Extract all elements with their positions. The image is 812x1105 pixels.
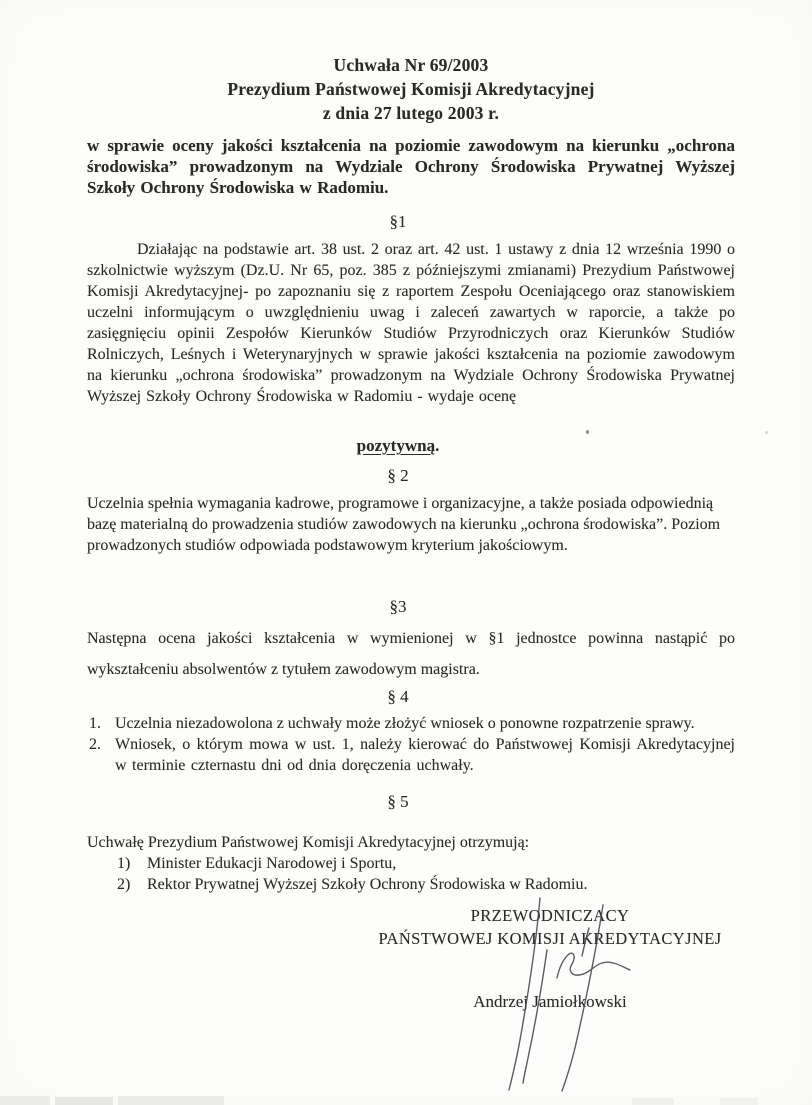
section-4-list	[87, 713, 735, 776]
resolution-date: z dnia 27 lutego 2003 r.	[322, 103, 500, 123]
section-3-heading: §3	[389, 597, 407, 616]
verdict-period: .	[435, 436, 440, 455]
scan-speck-artifact	[586, 430, 589, 434]
section-5-intro: Uchwałę Prezydium Państwowej Komisji Akredytacyjnej otrzymują:	[87, 834, 530, 851]
scan-edge-artifact	[118, 1096, 224, 1105]
scan-edge-artifact	[632, 1098, 674, 1105]
scan-speck-artifact	[765, 431, 768, 434]
section-5-list	[87, 853, 735, 895]
verdict-line	[87, 435, 709, 456]
scan-edge-artifact	[55, 1097, 113, 1105]
list-item-text: Minister Edukacji Narodowej i Sportu,	[147, 855, 397, 872]
list-item	[87, 734, 735, 776]
list-item-text: Wniosek, o którym mowa w ust. 1, należy kierować do Państwowej Komisji Akredytacyjnej w terminie czternastu dni od dnia doręczenia uchwały.	[115, 736, 735, 774]
list-item-marker: 2)	[117, 876, 131, 893]
section-4-heading: § 4	[387, 687, 409, 706]
section-1-heading: §1	[389, 212, 407, 231]
signature-block	[360, 904, 740, 1012]
list-item-marker: 1)	[117, 855, 131, 872]
list-item	[87, 853, 735, 874]
signatory-name: Andrzej Jamiołkowski	[473, 992, 627, 1011]
resolution-number: Uchwała Nr 69/2003	[333, 55, 489, 75]
scan-edge-artifact	[0, 1096, 50, 1105]
signatory-role-line-2: PAŃSTWOWEJ KOMISJI AKREDYTACYJNEJ	[378, 929, 722, 948]
scan-edge-artifact	[720, 1098, 758, 1105]
section-1-body: Działając na podstawie art. 38 ust. 2 oraz art. 42 ust. 1 ustawy z dnia 12 września 1990 o szkolnictwie wyższym (Dz.U. Nr 65, poz. 385 z późniejszymi zmianami) Prezydium Państwowej Komisji Akredytacyjnej- po zapoznaniu się z raportem Zespołu Oceniającego oraz stanowiskiem uczelni informującym o uwzględnieniu uwag i zaleceń zawartych w raporcie, a także po zasięgnięciu opinii Zespołów Kierunków Studiów Przyrodniczych oraz Kierunków Studiów Rolniczych, Leśnych i Weterynaryjnych w sprawie jakości kształcenia na poziomie zawodowym na kierunku „ochrona środowiska” prowadzonym na Wydziale Ochrony Środowiska Prywatnej Wyższej Szkoły Ochrony Środowiska w Radomiu - wydaje ocenę	[87, 241, 735, 405]
document-title-block	[87, 0, 735, 125]
section-3-body: Następna ocena jakości kształcenia w wymienionej w §1 jednostce powinna nastąpić po wykształceniu absolwentów z tytułem zawodowym magistra.	[87, 630, 735, 678]
section-5-heading: § 5	[387, 792, 409, 811]
list-item	[87, 713, 735, 734]
list-item-marker: 1.	[89, 715, 101, 732]
signatory-role-line-1: PRZEWODNICZACY	[470, 906, 630, 925]
list-item-text: Rektor Prywatnej Wyższej Szkoły Ochrony Środowiska w Radomiu.	[147, 876, 588, 893]
issuing-body: Prezydium Państwowej Komisji Akredytacyjnej	[227, 79, 595, 99]
list-item	[87, 874, 735, 895]
list-item-text: Uczelnia niezadowolona z uchwały może złożyć wniosek o ponowne rozpatrzenie sprawy.	[115, 715, 695, 732]
verdict-word: pozytywną	[356, 436, 436, 455]
list-item-marker: 2.	[89, 736, 101, 753]
subject-paragraph: w sprawie oceny jakości kształcenia na poziomie zawodowym na kierunku „ochrona środowiska” prowadzonym na Wydziale Ochrony Środowiska Prywatnej Wyższej Szkoły Ochrony Środowiska w Radomiu.	[87, 136, 735, 197]
section-2-body: Uczelnia spełnia wymagania kadrowe, programowe i organizacyjne, a także posiada odpowiednią bazę materialną do prowadzenia studiów zawodowych na kierunku „ochrona środowiska”. Poziom prowadzonych studiów odpowiada podstawowym kryterium jakościowym.	[87, 495, 721, 554]
section-2-heading: § 2	[387, 466, 409, 485]
